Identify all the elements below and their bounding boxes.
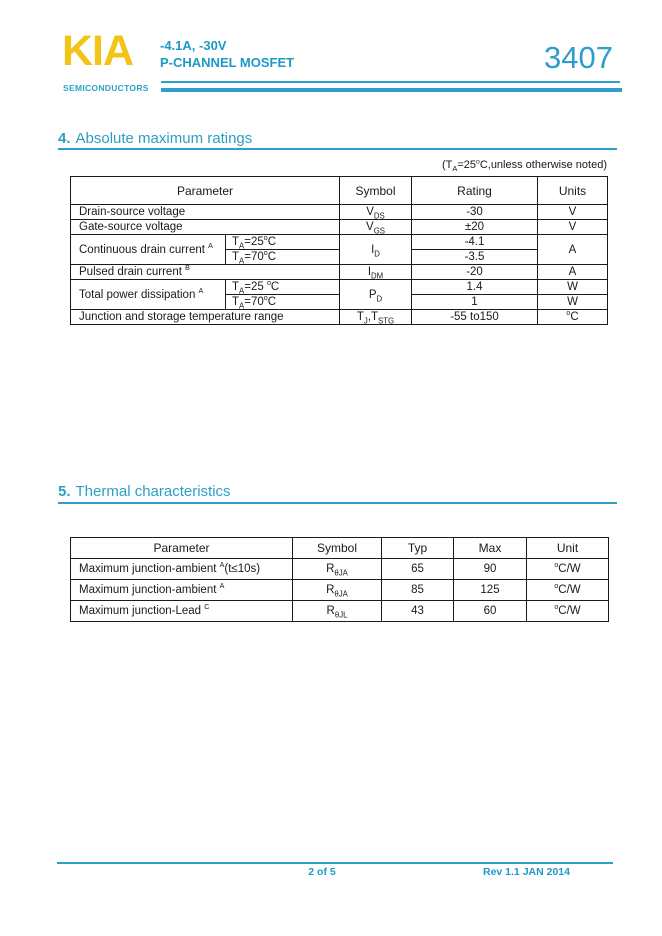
cell-condition: $T_A=70^oC$ xyxy=(226,250,340,265)
cell-rating: -3.5 xyxy=(412,250,538,265)
cell-max: 90 xyxy=(454,559,527,580)
column-header-typ: Typ xyxy=(382,538,454,559)
cell-symbol: $V_{DS}$ xyxy=(340,205,412,220)
cell-symbol: $R_{\theta JA}$ xyxy=(293,559,382,580)
cell-units: V xyxy=(538,220,608,235)
table-row xyxy=(71,601,609,622)
footer-rule xyxy=(57,862,613,864)
footer-revision: Rev 1.1 JAN 2014 xyxy=(483,866,570,878)
device-subtitle xyxy=(160,37,294,71)
cell-condition: $T_A=70^oC$ xyxy=(226,295,340,310)
cell-rating: ±20 xyxy=(412,220,538,235)
cell-units: V xyxy=(538,205,608,220)
section-5-rule xyxy=(58,502,617,504)
kia-logo-subtext: SEMICONDUCTORS xyxy=(63,83,149,93)
cell-rating: -30 xyxy=(412,205,538,220)
cell-symbol: $I_D$ xyxy=(340,235,412,265)
cell-parameter: Pulsed drain current $^B$ xyxy=(71,265,340,280)
cell-symbol: $R_{\theta JA}$ xyxy=(293,580,382,601)
thermal-characteristics-table xyxy=(70,537,609,622)
column-header-units: Units xyxy=(538,177,608,205)
cell-units: $^o$C xyxy=(538,310,608,325)
header-rule-thick xyxy=(161,88,622,92)
device-type-line: P-CHANNEL MOSFET xyxy=(160,55,295,70)
section-5-number: 5. xyxy=(58,483,71,500)
cell-rating: -55 to150 xyxy=(412,310,538,325)
kia-logo: KIA xyxy=(62,27,134,75)
cell-condition: $T_A=25^oC$ xyxy=(226,235,340,250)
cell-units: A xyxy=(538,265,608,280)
cell-unit: $^o$C/W xyxy=(527,601,609,622)
cell-max: 125 xyxy=(454,580,527,601)
column-header-unit: Unit xyxy=(527,538,609,559)
cell-symbol: $V_{GS}$ xyxy=(340,220,412,235)
cell-symbol: $T_J,T_{STG}$ xyxy=(340,310,412,325)
column-header-parameter: Parameter xyxy=(71,538,293,559)
table-row xyxy=(71,235,608,250)
table-row xyxy=(71,559,609,580)
cell-condition: $T_A=25$ $^o$C xyxy=(226,280,340,295)
cell-parameter: Drain-source voltage xyxy=(71,205,340,220)
section-4-title: Absolute maximum ratings xyxy=(75,130,253,147)
cell-parameter: Maximum junction-ambient $^A$ xyxy=(71,580,293,601)
cell-typ: 65 xyxy=(382,559,454,580)
cell-symbol: $I_{DM}$ xyxy=(340,265,412,280)
cell-units: W xyxy=(538,280,608,295)
cell-unit: $^o$C/W xyxy=(527,559,609,580)
section-4-number: 4. xyxy=(58,130,71,147)
column-header-symbol: Symbol xyxy=(293,538,382,559)
cell-unit: $^o$C/W xyxy=(527,580,609,601)
cell-rating: 1 xyxy=(412,295,538,310)
table-row xyxy=(71,580,609,601)
cell-rating: 1.4 xyxy=(412,280,538,295)
cell-parameter: Continuous drain current $^A$ xyxy=(71,235,226,265)
section-5-heading xyxy=(58,483,231,501)
cell-parameter: Total power dissipation $^A$ xyxy=(71,280,226,310)
column-header-max: Max xyxy=(454,538,527,559)
cell-parameter: Maximum junction-Lead $^C$ xyxy=(71,601,293,622)
cell-typ: 85 xyxy=(382,580,454,601)
header-rule-thin xyxy=(161,81,620,83)
part-number: 3407 xyxy=(544,40,613,75)
cell-units: A xyxy=(538,235,608,265)
cell-rating: -4.1 xyxy=(412,235,538,250)
column-header-parameter: Parameter xyxy=(71,177,340,205)
section-4-rule xyxy=(58,148,617,150)
cell-parameter: Junction and storage temperature range xyxy=(71,310,340,325)
absolute-maximum-ratings-table xyxy=(70,176,608,325)
cell-symbol: $P_D$ xyxy=(340,280,412,310)
table-row xyxy=(71,220,608,235)
table-row xyxy=(71,280,608,295)
table-row xyxy=(71,310,608,325)
column-header-symbol: Symbol xyxy=(340,177,412,205)
cell-units: W xyxy=(538,295,608,310)
cell-parameter: Gate-source voltage xyxy=(71,220,340,235)
table-row xyxy=(71,205,608,220)
cell-parameter: Maximum junction-ambient $^A$(t≤10s) xyxy=(71,559,293,580)
cell-typ: 43 xyxy=(382,601,454,622)
cell-max: 60 xyxy=(454,601,527,622)
footer-page-number: 2 of 5 xyxy=(308,866,336,878)
section-4-heading xyxy=(58,130,252,148)
section-5-title: Thermal characteristics xyxy=(75,483,231,500)
cell-symbol: $R_{\theta JL}$ xyxy=(293,601,382,622)
device-rating-line: -4.1A, -30V xyxy=(160,38,227,53)
cell-rating: -20 xyxy=(412,265,538,280)
conditions-note: ($T_A=25^oC,unless$ otherwise noted) xyxy=(441,158,607,174)
column-header-rating: Rating xyxy=(412,177,538,205)
table-row xyxy=(71,265,608,280)
